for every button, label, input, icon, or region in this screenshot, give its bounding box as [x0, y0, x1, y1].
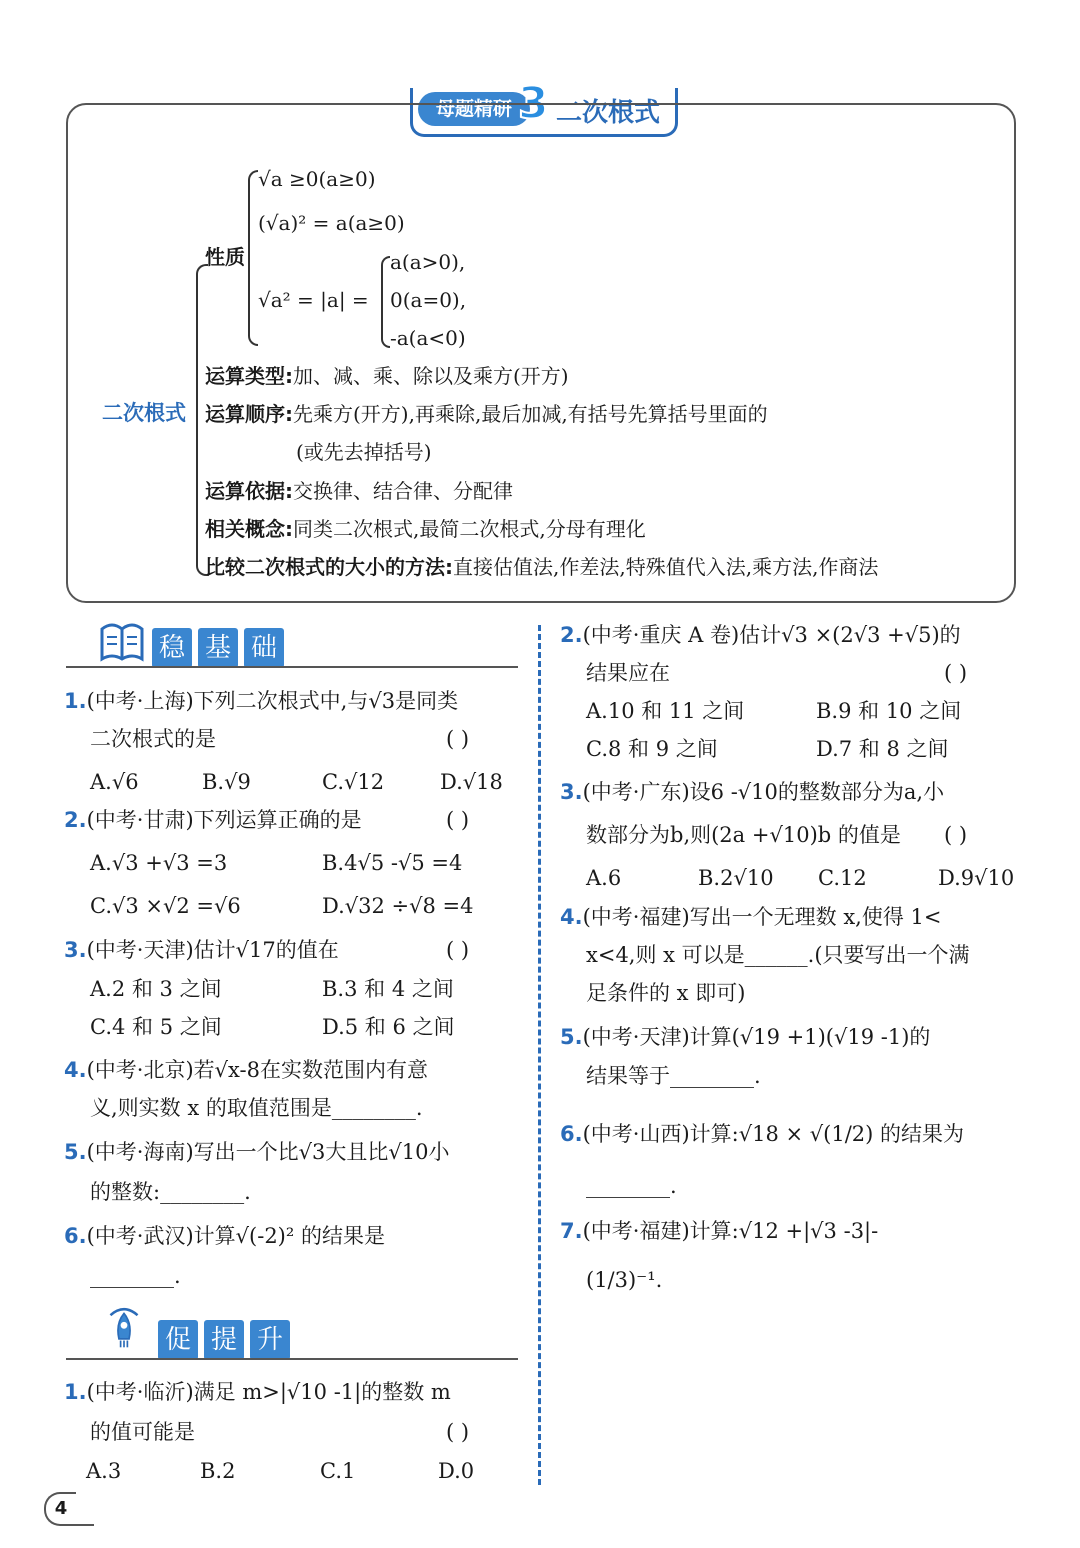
property-1: √a ≥0(a≥0) [258, 167, 376, 191]
rq2-opt-b: B.9 和 10 之间 [816, 699, 962, 723]
lq2s1-opt-c: C.1 [320, 1459, 356, 1483]
rq4-line2: x<4,则 x 可以是______.(只要写出一个满 [586, 943, 970, 967]
lq1-paren: ( ) [446, 727, 470, 751]
rq5-line1: 5.(中考·天津)计算(√19 +1)(√19 -1)的 [560, 1025, 931, 1049]
lq5-line2: 的整数:________. [90, 1180, 251, 1204]
lq5-line1: 5.(中考·海南)写出一个比√3大且比√10小 [64, 1140, 450, 1164]
column-divider [538, 625, 541, 1485]
lq2-paren: ( ) [446, 808, 470, 832]
order-row: 运算顺序:先乘方(开方),再乘除,最后加减,有括号先算括号里面的 [205, 402, 768, 426]
rq3-line1: 3.(中考·广东)设6 -√10的整数部分为a,小 [560, 780, 945, 804]
order-row-2: (或先去掉括号) [296, 440, 432, 464]
lq2-line1: 2.(中考·甘肃)下列运算正确的是 [64, 808, 362, 832]
rq3-paren: ( ) [944, 823, 968, 847]
section2-char-2: 提 [204, 1320, 244, 1360]
property-brace [248, 170, 258, 346]
chapter-pill: 母题精研 [418, 92, 530, 126]
chapter-title: 二次根式 [556, 98, 661, 128]
section1-rule [66, 666, 518, 668]
page-number-rule [60, 1524, 94, 1526]
section2-rule [66, 1358, 518, 1360]
section1-char-1: 稳 [152, 628, 192, 668]
concept-row: 相关概念:同类二次根式,最简二次根式,分母有理化 [205, 517, 646, 541]
lq2-opt-b: B.4√5 -√5 =4 [322, 851, 463, 875]
lq3-opt-d: D.5 和 6 之间 [322, 1015, 455, 1039]
lq2s1-opt-a: A.3 [86, 1459, 122, 1483]
rq4-line1: 4.(中考·福建)写出一个无理数 x,使得 1< [560, 905, 942, 929]
lq2s1-line2: 的值可能是 [90, 1420, 195, 1444]
lq3-opt-c: C.4 和 5 之间 [90, 1015, 222, 1039]
property-3: √a² = |a| = [258, 288, 369, 312]
lq3-opt-a: A.2 和 3 之间 [90, 977, 222, 1001]
compare-row: 比较二次根式的大小的方法:直接估值法,作差法,特殊值代入法,乘方法,作商法 [205, 555, 879, 579]
rq3-opt-a: A.6 [586, 866, 622, 890]
lq1-opt-b: B.√9 [202, 770, 251, 794]
ops-row: 运算类型:加、减、乘、除以及乘方(开方) [205, 364, 569, 388]
lq1-opt-a: A.√6 [90, 770, 139, 794]
lq1-opt-d: D.√18 [440, 770, 503, 794]
rq2-paren: ( ) [944, 661, 968, 685]
lq4-line1: 4.(中考·北京)若√x-8在实数范围内有意 [64, 1058, 428, 1082]
property-label: 性质 [205, 245, 245, 269]
lq2-opt-c: C.√3 ×√2 =√6 [90, 894, 241, 918]
summary-root: 二次根式 [102, 401, 186, 425]
case-brace [381, 256, 390, 348]
section2-char-3: 升 [250, 1320, 290, 1360]
lq2s1-line1: 1.(中考·临沂)满足 m>|√10 -1|的整数 m [64, 1380, 451, 1404]
rq7-line1: 7.(中考·福建)计算:√12 +|√3 -3|- [560, 1219, 879, 1243]
rq3-opt-b: B.2√10 [698, 866, 774, 890]
rq6-line1: 6.(中考·山西)计算:√18 × √(1/2) 的结果为 [560, 1122, 965, 1146]
rq2-line2: 结果应在 [586, 661, 670, 685]
lq6-line1: 6.(中考·武汉)计算√(-2)² 的结果是 [64, 1224, 385, 1248]
lq3-paren: ( ) [446, 938, 470, 962]
lq6-line2: ________. [90, 1264, 181, 1288]
rq6-line2: ________. [586, 1174, 677, 1198]
page-number: 4 [44, 1492, 76, 1526]
rq5-line2: 结果等于________. [586, 1064, 761, 1088]
lq2-opt-d: D.√32 ÷√8 =4 [322, 894, 474, 918]
lq1-opt-c: C.√12 [322, 770, 385, 794]
section1-char-3: 础 [244, 628, 284, 668]
rq7-line2: (1/3)⁻¹. [586, 1268, 663, 1292]
lq2-opt-a: A.√3 +√3 =3 [90, 851, 228, 875]
rq2-opt-c: C.8 和 9 之间 [586, 737, 718, 761]
rq2-opt-a: A.10 和 11 之间 [586, 699, 745, 723]
rq3-opt-c: C.12 [818, 866, 867, 890]
lq3-opt-b: B.3 和 4 之间 [322, 977, 454, 1001]
case-1: a(a>0), [390, 250, 466, 274]
rq4-line3: 足条件的 x 即可) [586, 981, 746, 1005]
section2-char-1: 促 [158, 1320, 198, 1360]
book-icon [98, 619, 146, 663]
case-2: 0(a=0), [390, 288, 467, 312]
rq3-opt-d: D.9√10 [938, 866, 1015, 890]
lq2s1-opt-d: D.0 [438, 1459, 475, 1483]
lq1-line1: 1.(中考·上海)下列二次根式中,与√3是同类 [64, 689, 459, 713]
rq3-line2: 数部分为b,则(2a +√10)b 的值是 [586, 823, 901, 847]
rocket-icon [100, 1305, 148, 1349]
section1-char-2: 基 [198, 628, 238, 668]
case-3: -a(a<0) [390, 326, 466, 350]
rq2-line1: 2.(中考·重庆 A 卷)估计√3 ×(2√3 +√5)的 [560, 623, 961, 647]
basis-row: 运算依据:交换律、结合律、分配律 [205, 479, 513, 503]
chapter-number: 3 [518, 78, 549, 129]
lq2s1-paren: ( ) [446, 1420, 470, 1444]
rq2-opt-d: D.7 和 8 之间 [816, 737, 949, 761]
lq2s1-opt-b: B.2 [200, 1459, 236, 1483]
property-2: (√a)² = a(a≥0) [258, 211, 405, 235]
lq4-line2: 义,则实数 x 的取值范围是________. [90, 1096, 423, 1120]
lq1-line2: 二次根式的是 [90, 727, 216, 751]
lq3-line1: 3.(中考·天津)估计√17的值在 [64, 938, 339, 962]
